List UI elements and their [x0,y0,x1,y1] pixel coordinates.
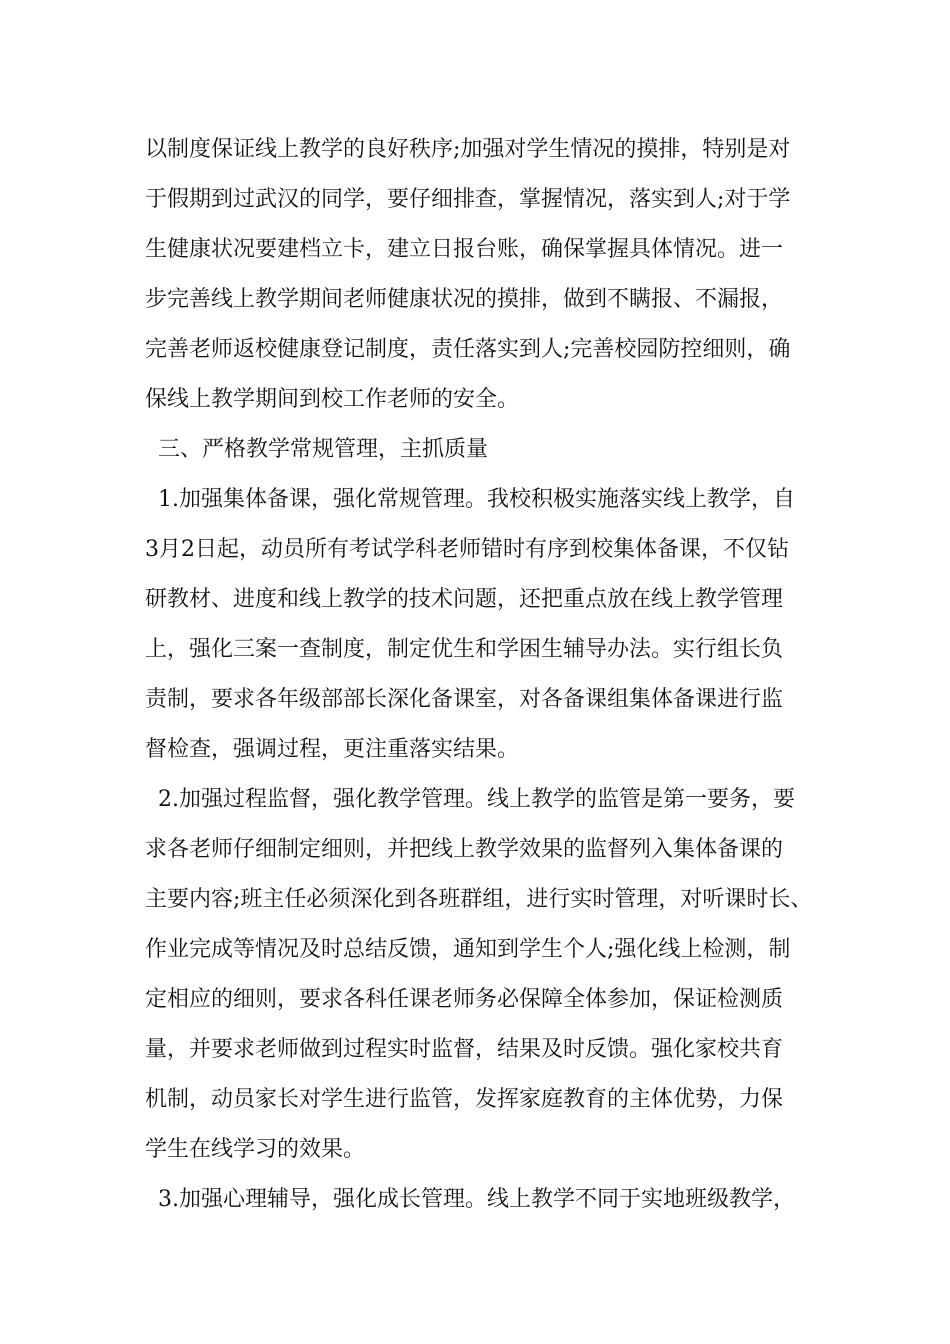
text-line: 学生在线学习的效果。 [145,1137,366,1162]
text-line: 机制，动员家长对学生进行监管，发挥家庭教育的主体优势，力保 [145,1087,784,1112]
text-line: 保线上教学期间到校工作老师的安全。 [145,387,520,412]
text-line: 定相应的细则，要求各科任课老师务必保障全体参加，保证检测质 [145,987,784,1012]
text-line: 1.加强集体备课，强化常规管理。我校积极实施落实线上教学，自 [158,487,795,512]
text-line: 完善老师返校健康登记制度，责任落实到人;完善校园防控细则，确 [145,337,791,362]
text-line: 作业完成等情况及时总结反馈，通知到学生个人;强化线上检测，制 [145,937,791,962]
text-line: 量，并要求老师做到过程实时监督，结果及时反馈。强化家校共育 [145,1037,784,1062]
text-line: 步完善线上教学期间老师健康状况的摸排，做到不瞒报、不漏报， [145,287,784,312]
text-line: 主要内容;班主任必须深化到各班群组，进行实时管理，对听课时长、 [145,887,813,912]
text-line: 2.加强过程监督，强化教学管理。线上教学的监管是第一要务，要 [158,787,795,812]
text-line: 责制，要求各年级部部长深化备课室，对各备课组集体备课进行监 [145,687,784,712]
text-line: 上，强化三案一查制度，制定优生和学困生辅导办法。实行组长负 [145,637,784,662]
text-line: 以制度保证线上教学的良好秩序;加强对学生情况的摸排，特别是对 [145,137,791,162]
text-line: 3.加强心理辅导，强化成长管理。线上教学不同于实地班级教学， [158,1187,795,1212]
text-line: 3月2日起，动员所有考试学科老师错时有序到校集体备课，不仅钻 [145,537,789,562]
text-line: 于假期到过武汉的同学，要仔细排查，掌握情况，落实到人;对于学 [145,187,791,212]
text-line: 研教材、进度和线上教学的技术问题，还把重点放在线上教学管理 [145,587,784,612]
text-line: 督检查，强调过程，更注重落实结果。 [145,737,520,762]
section-heading: 三、严格教学常规管理，主抓质量 [158,437,489,462]
text-line: 求各老师仔细制定细则，并把线上教学效果的监督列入集体备课的 [145,837,784,862]
text-line: 生健康状况要建档立卡，建立日报台账，确保掌握具体情况。进一 [145,237,784,262]
